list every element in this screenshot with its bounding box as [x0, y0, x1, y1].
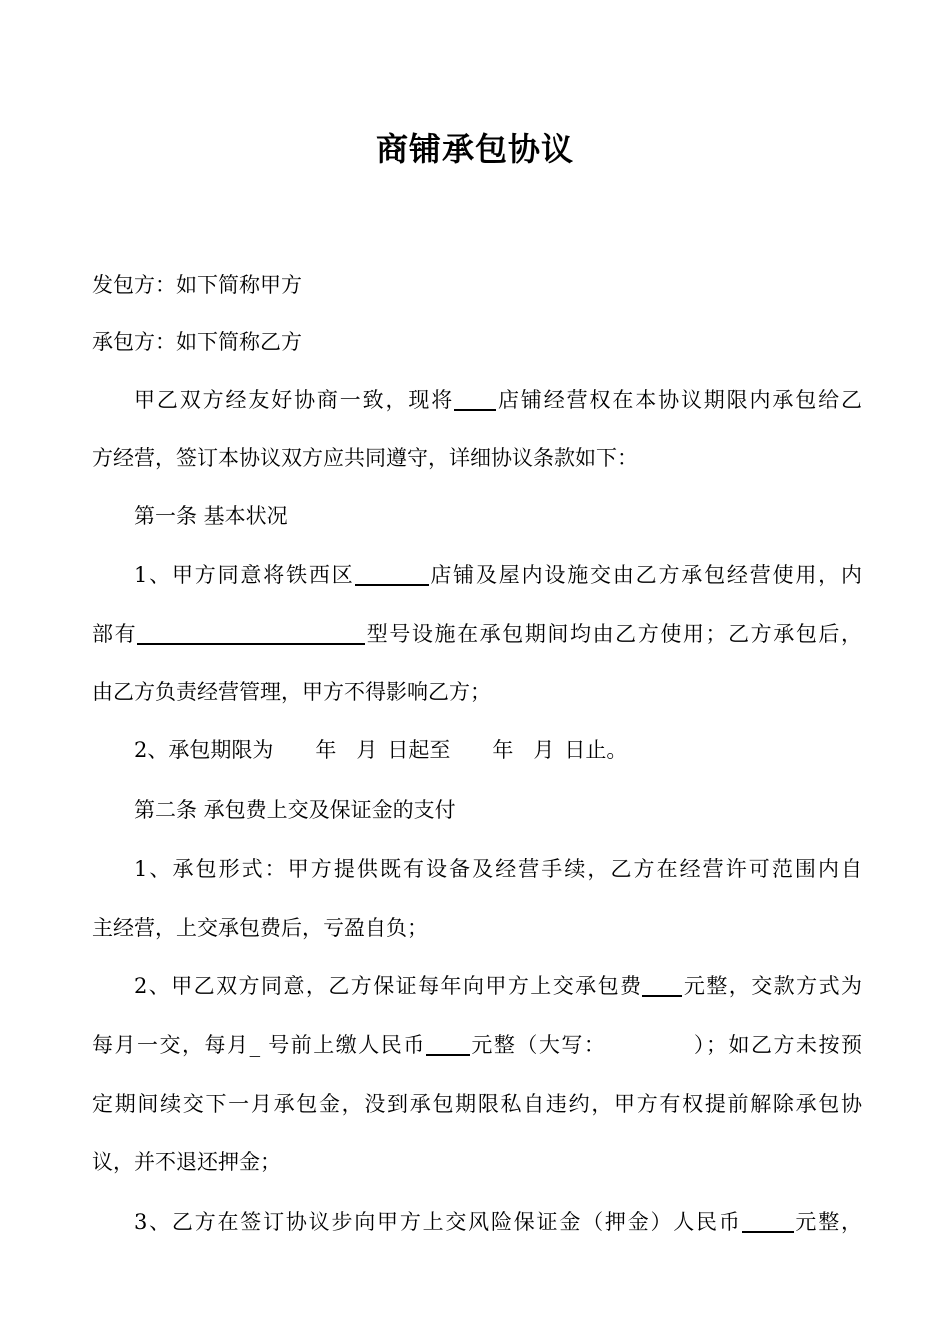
equipment-model-blank	[137, 621, 365, 645]
end-day-label: 日止。	[564, 738, 628, 762]
intro-line-1	[134, 380, 862, 420]
monthly-amount-blank	[426, 1032, 470, 1056]
end-year-label: 年	[492, 738, 514, 762]
intro-text-2: 店铺经营权在本协议期限内承包给乙	[496, 388, 863, 412]
article2-item3-text-1: 3、乙方在签订协议步向甲方上交风险保证金（押金）人民币	[134, 1210, 742, 1234]
shop-name-blank	[454, 387, 496, 411]
article2-item2-line1	[134, 966, 862, 1006]
article1-item1-line3: 由乙方负责经营管理，甲方不得影响乙方；	[92, 680, 491, 704]
contractor-line: 承包方：如下简称乙方	[92, 330, 302, 354]
article1-item1-line2	[92, 614, 862, 654]
intro-line-2: 方经营，签订本协议双方应共同遵守，详细协议条款如下：	[92, 446, 638, 470]
article2-item2-line3: 定期间续交下一月承包金，没到承包期限私自违约，甲方有权提前解除承包协	[92, 1092, 862, 1116]
article1-item1-text-1: 1、甲方同意将铁西区	[134, 563, 355, 587]
article2-item1-line1: 1、承包形式：甲方提供既有设备及经营手续，乙方在经营许可范围内自	[134, 857, 862, 881]
article2-item2-text-1: 2、甲乙双方同意，乙方保证每年向甲方上交承包费	[134, 974, 643, 998]
article1-item1-text-4: 型号设施在承包期间均由乙方使用；乙方承包后，	[365, 622, 863, 646]
document-title: 商铺承包协议	[375, 130, 574, 168]
start-day-label: 日起至	[387, 738, 451, 762]
article2-item2-text-3: 每月一交，每月_ 号前上缴人民币	[92, 1033, 426, 1057]
article2-item2-line4: 议，并不退还押金；	[92, 1150, 281, 1174]
start-month-label: 月	[356, 738, 378, 762]
intro-text-1: 甲乙双方经友好协商一致，现将	[134, 388, 455, 412]
article1-item2-line	[134, 730, 862, 770]
deposit-amount-blank	[742, 1209, 794, 1233]
article2-item2-line2	[92, 1025, 862, 1065]
article2-item1-line2: 主经营，上交承包费后，亏盈自负；	[92, 916, 428, 940]
start-year-label: 年	[315, 738, 337, 762]
annual-fee-blank	[642, 973, 682, 997]
issuer-line: 发包方：如下简称甲方	[92, 273, 302, 297]
article2-item3-text-2: 元整，	[793, 1210, 863, 1234]
district-shop-blank	[355, 562, 429, 586]
article1-item1-text-3: 部有	[92, 622, 138, 646]
end-month-label: 月	[533, 738, 555, 762]
article2-heading: 第二条 承包费上交及保证金的支付	[134, 798, 456, 822]
article2-item3-line1	[134, 1202, 862, 1242]
article2-item2-text-2: 元整，交款方式为	[682, 974, 863, 998]
article2-item2-text-5: ）；如乙方未按预	[692, 1033, 863, 1057]
article1-heading: 第一条 基本状况	[134, 504, 288, 528]
term-prefix: 2、承包期限为	[134, 738, 274, 762]
article1-item1-text-2: 店铺及屋内设施交由乙方承包经营使用，内	[428, 563, 862, 587]
article2-item2-text-4: 元整（大写：	[469, 1033, 607, 1057]
article1-item1-line1	[134, 555, 862, 595]
